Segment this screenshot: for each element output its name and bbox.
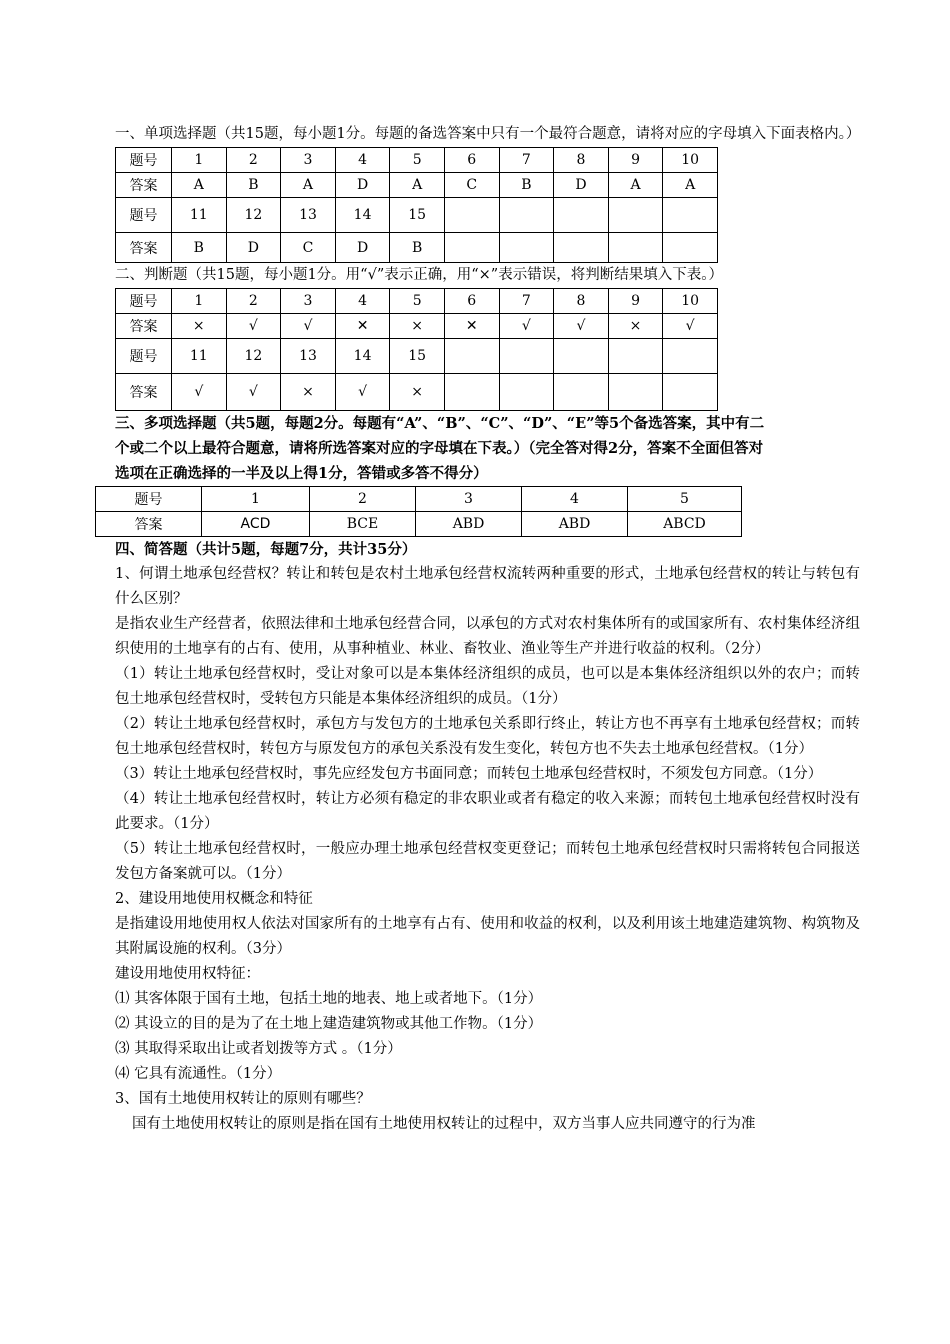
cell <box>608 339 663 374</box>
cell: 3 <box>281 148 336 173</box>
cell: 12 <box>226 198 281 233</box>
cell <box>608 374 663 411</box>
section1-heading: 一、单项选择题（共15题，每小题1分。每题的备选答案中只有一个最符合题意，请将对应的字母填入下面表格内。） <box>115 126 861 142</box>
cell <box>554 233 609 263</box>
cell: 15 <box>390 339 445 374</box>
row-label: 答案 <box>116 314 172 339</box>
cell: B <box>499 173 554 198</box>
cell: D <box>335 233 390 263</box>
cell: 5 <box>390 289 445 314</box>
cell: × <box>390 314 445 339</box>
cell <box>554 374 609 411</box>
cell: 4 <box>335 289 390 314</box>
cell: 4 <box>335 148 390 173</box>
cell <box>608 233 663 263</box>
cell <box>444 198 499 233</box>
cell: 9 <box>608 148 663 173</box>
cell <box>444 233 499 263</box>
answer-1-definition: 是指农业生产经营者，依照法律和土地承包经营合同，以承包的方式对农村集体所有的或国家所有、农村集体经济组织使用的土地享有的占有、使用，从事种植业、林业、畜牧业、渔业等生产并进行收益的权利。（2分） <box>115 616 860 657</box>
cell: 5 <box>628 487 742 512</box>
row-label: 答案 <box>116 374 172 411</box>
row-label: 答案 <box>116 233 172 263</box>
cell <box>499 198 554 233</box>
cell: D <box>226 233 281 263</box>
cell: 1 <box>202 487 310 512</box>
answer-2-feature: ⑵ 其设立的目的是为了在土地上建造建筑物或其他工作物。（1分） <box>115 1016 543 1032</box>
answer-2-definition: 是指建设用地使用权人依法对国家所有的土地享有占有、使用和收益的权利，以及利用该土地建造建筑物、构筑物及其附属设施的权利。（3分） <box>115 916 860 957</box>
cell: 2 <box>226 289 281 314</box>
cell: × <box>608 314 663 339</box>
cell: A <box>608 173 663 198</box>
row-label: 题号 <box>116 289 172 314</box>
cell: 15 <box>390 198 445 233</box>
cell: B <box>172 233 227 263</box>
cell: √ <box>663 314 718 339</box>
answer-1-point: （1）转让土地承包经营权时，受让对象可以是本集体经济组织的成员，也可以是本集体经济组织以外的农户；而转包土地承包经营权时，受转包方只能是本集体经济组织的成员。（1分） <box>115 666 860 707</box>
row-label: 题号 <box>96 487 202 512</box>
cell <box>499 374 554 411</box>
cell: 1 <box>172 148 227 173</box>
question-3: 3、国有土地使用权转让的原则有哪些？ <box>115 1091 371 1107</box>
cell: 11 <box>172 339 227 374</box>
cell: D <box>554 173 609 198</box>
cell: 13 <box>281 339 336 374</box>
answer-1-point: （3）转让土地承包经营权时，事先应经发包方书面同意；而转包土地承包经营权时，不须发包方同意。（1分） <box>115 766 823 782</box>
section3-heading-line2: 个或二个以上最符合题意，请将所选答案对应的字母填在下表。）（完全答对得2分，答案不全面但答对 <box>115 440 764 457</box>
section2-heading: 二、判断题（共15题，每小题1分。用“√”表示正确，用“×”表示错误，将判断结果填入下表。） <box>115 267 723 283</box>
answer-2-feature: ⑶ 其取得采取出让或者划拨等方式 。（1分） <box>115 1041 402 1057</box>
row-label: 答案 <box>96 512 202 537</box>
cell: A <box>390 173 445 198</box>
answer-1-point: （4）转让土地承包经营权时，转让方必须有稳定的非农职业或者有稳定的收入来源；而转包土地承包经营权时没有此要求。（1分） <box>115 791 860 832</box>
cell: 7 <box>499 289 554 314</box>
cell: 10 <box>663 289 718 314</box>
cell <box>554 339 609 374</box>
section3-heading-line1: 三、多项选择题（共5题，每题2分。每题有“A”、“B”、“C”、“D”、“E”等5个备选答案，其中有二 <box>115 415 765 432</box>
cell: ABD <box>416 512 522 537</box>
cell: √ <box>226 314 281 339</box>
cell: × <box>281 374 336 411</box>
cell: 2 <box>310 487 416 512</box>
cell: ✕ <box>335 314 390 339</box>
cell: A <box>663 173 718 198</box>
cell: 10 <box>663 148 718 173</box>
cell: 7 <box>499 148 554 173</box>
cell <box>444 374 499 411</box>
cell: C <box>281 233 336 263</box>
cell <box>554 198 609 233</box>
cell: √ <box>172 374 227 411</box>
cell: × <box>172 314 227 339</box>
row-label: 题号 <box>116 198 172 233</box>
section1-answer-table <box>115 147 718 263</box>
answer-1-point: （2）转让土地承包经营权时，承包方与发包方的土地承包关系即行终止，转让方也不再享有土地承包经营权；而转包土地承包经营权时，转包方与原发包方的承包关系没有发生变化，转包方也不失去土地承包经营权。（1分） <box>115 716 860 757</box>
cell: √ <box>554 314 609 339</box>
question-1: 1、何谓土地承包经营权？转让和转包是农村土地承包经营权流转两种重要的形式，土地承包经营权的转让与转包有什么区别？ <box>115 566 860 607</box>
cell <box>444 339 499 374</box>
question-2: 2、建设用地使用权概念和特征 <box>115 891 313 907</box>
row-label: 题号 <box>116 148 172 173</box>
cell: 3 <box>416 487 522 512</box>
row-label: 答案 <box>116 173 172 198</box>
cell: D <box>335 173 390 198</box>
cell: A <box>172 173 227 198</box>
cell: 8 <box>554 289 609 314</box>
cell: √ <box>226 374 281 411</box>
cell: 3 <box>281 289 336 314</box>
cell: 6 <box>444 148 499 173</box>
cell <box>663 198 718 233</box>
cell: B <box>226 173 281 198</box>
cell: √ <box>281 314 336 339</box>
cell: 11 <box>172 198 227 233</box>
cell <box>663 374 718 411</box>
cell: 5 <box>390 148 445 173</box>
section3-answer-table <box>95 486 742 537</box>
answer-3-text: 国有土地使用权转让的原则是指在国有土地使用权转让的过程中，双方当事人应共同遵守的行为准 <box>132 1116 756 1132</box>
section3-heading-line3: 选项在正确选择的一半及以上得1分，答错或多答不得分） <box>115 465 488 482</box>
cell: 9 <box>608 289 663 314</box>
cell: × <box>390 374 445 411</box>
cell <box>499 233 554 263</box>
cell: 1 <box>172 289 227 314</box>
cell: ABD <box>522 512 628 537</box>
cell <box>663 233 718 263</box>
answer-2-feature: ⑴ 其客体限于国有土地，包括土地的地表、地上或者地下。（1分） <box>115 991 543 1007</box>
cell: BCE <box>310 512 416 537</box>
cell: 12 <box>226 339 281 374</box>
section4-heading: 四、简答题（共计5题，每题7分，共计35分） <box>115 541 417 558</box>
cell: 14 <box>335 198 390 233</box>
cell <box>499 339 554 374</box>
cell: ABCD <box>628 512 742 537</box>
answer-2-features-title: 建设用地使用权特征： <box>115 966 260 982</box>
cell <box>608 198 663 233</box>
cell: 6 <box>444 289 499 314</box>
cell: B <box>390 233 445 263</box>
cell: 8 <box>554 148 609 173</box>
cell: C <box>444 173 499 198</box>
answer-2-feature: ⑷ 它具有流通性。（1分） <box>115 1066 282 1082</box>
cell: ACD <box>202 512 310 537</box>
row-label: 题号 <box>116 339 172 374</box>
cell: 13 <box>281 198 336 233</box>
section2-answer-table <box>115 288 718 411</box>
cell: ✕ <box>444 314 499 339</box>
cell: A <box>281 173 336 198</box>
cell: √ <box>499 314 554 339</box>
answer-1-point: （5）转让土地承包经营权时，一般应办理土地承包经营权变更登记；而转包土地承包经营权时只需将转包合同报送发包方备案就可以。（1分） <box>115 841 860 882</box>
cell: 14 <box>335 339 390 374</box>
cell: 2 <box>226 148 281 173</box>
cell: √ <box>335 374 390 411</box>
cell: 4 <box>522 487 628 512</box>
document-page <box>115 122 860 1137</box>
cell <box>663 339 718 374</box>
